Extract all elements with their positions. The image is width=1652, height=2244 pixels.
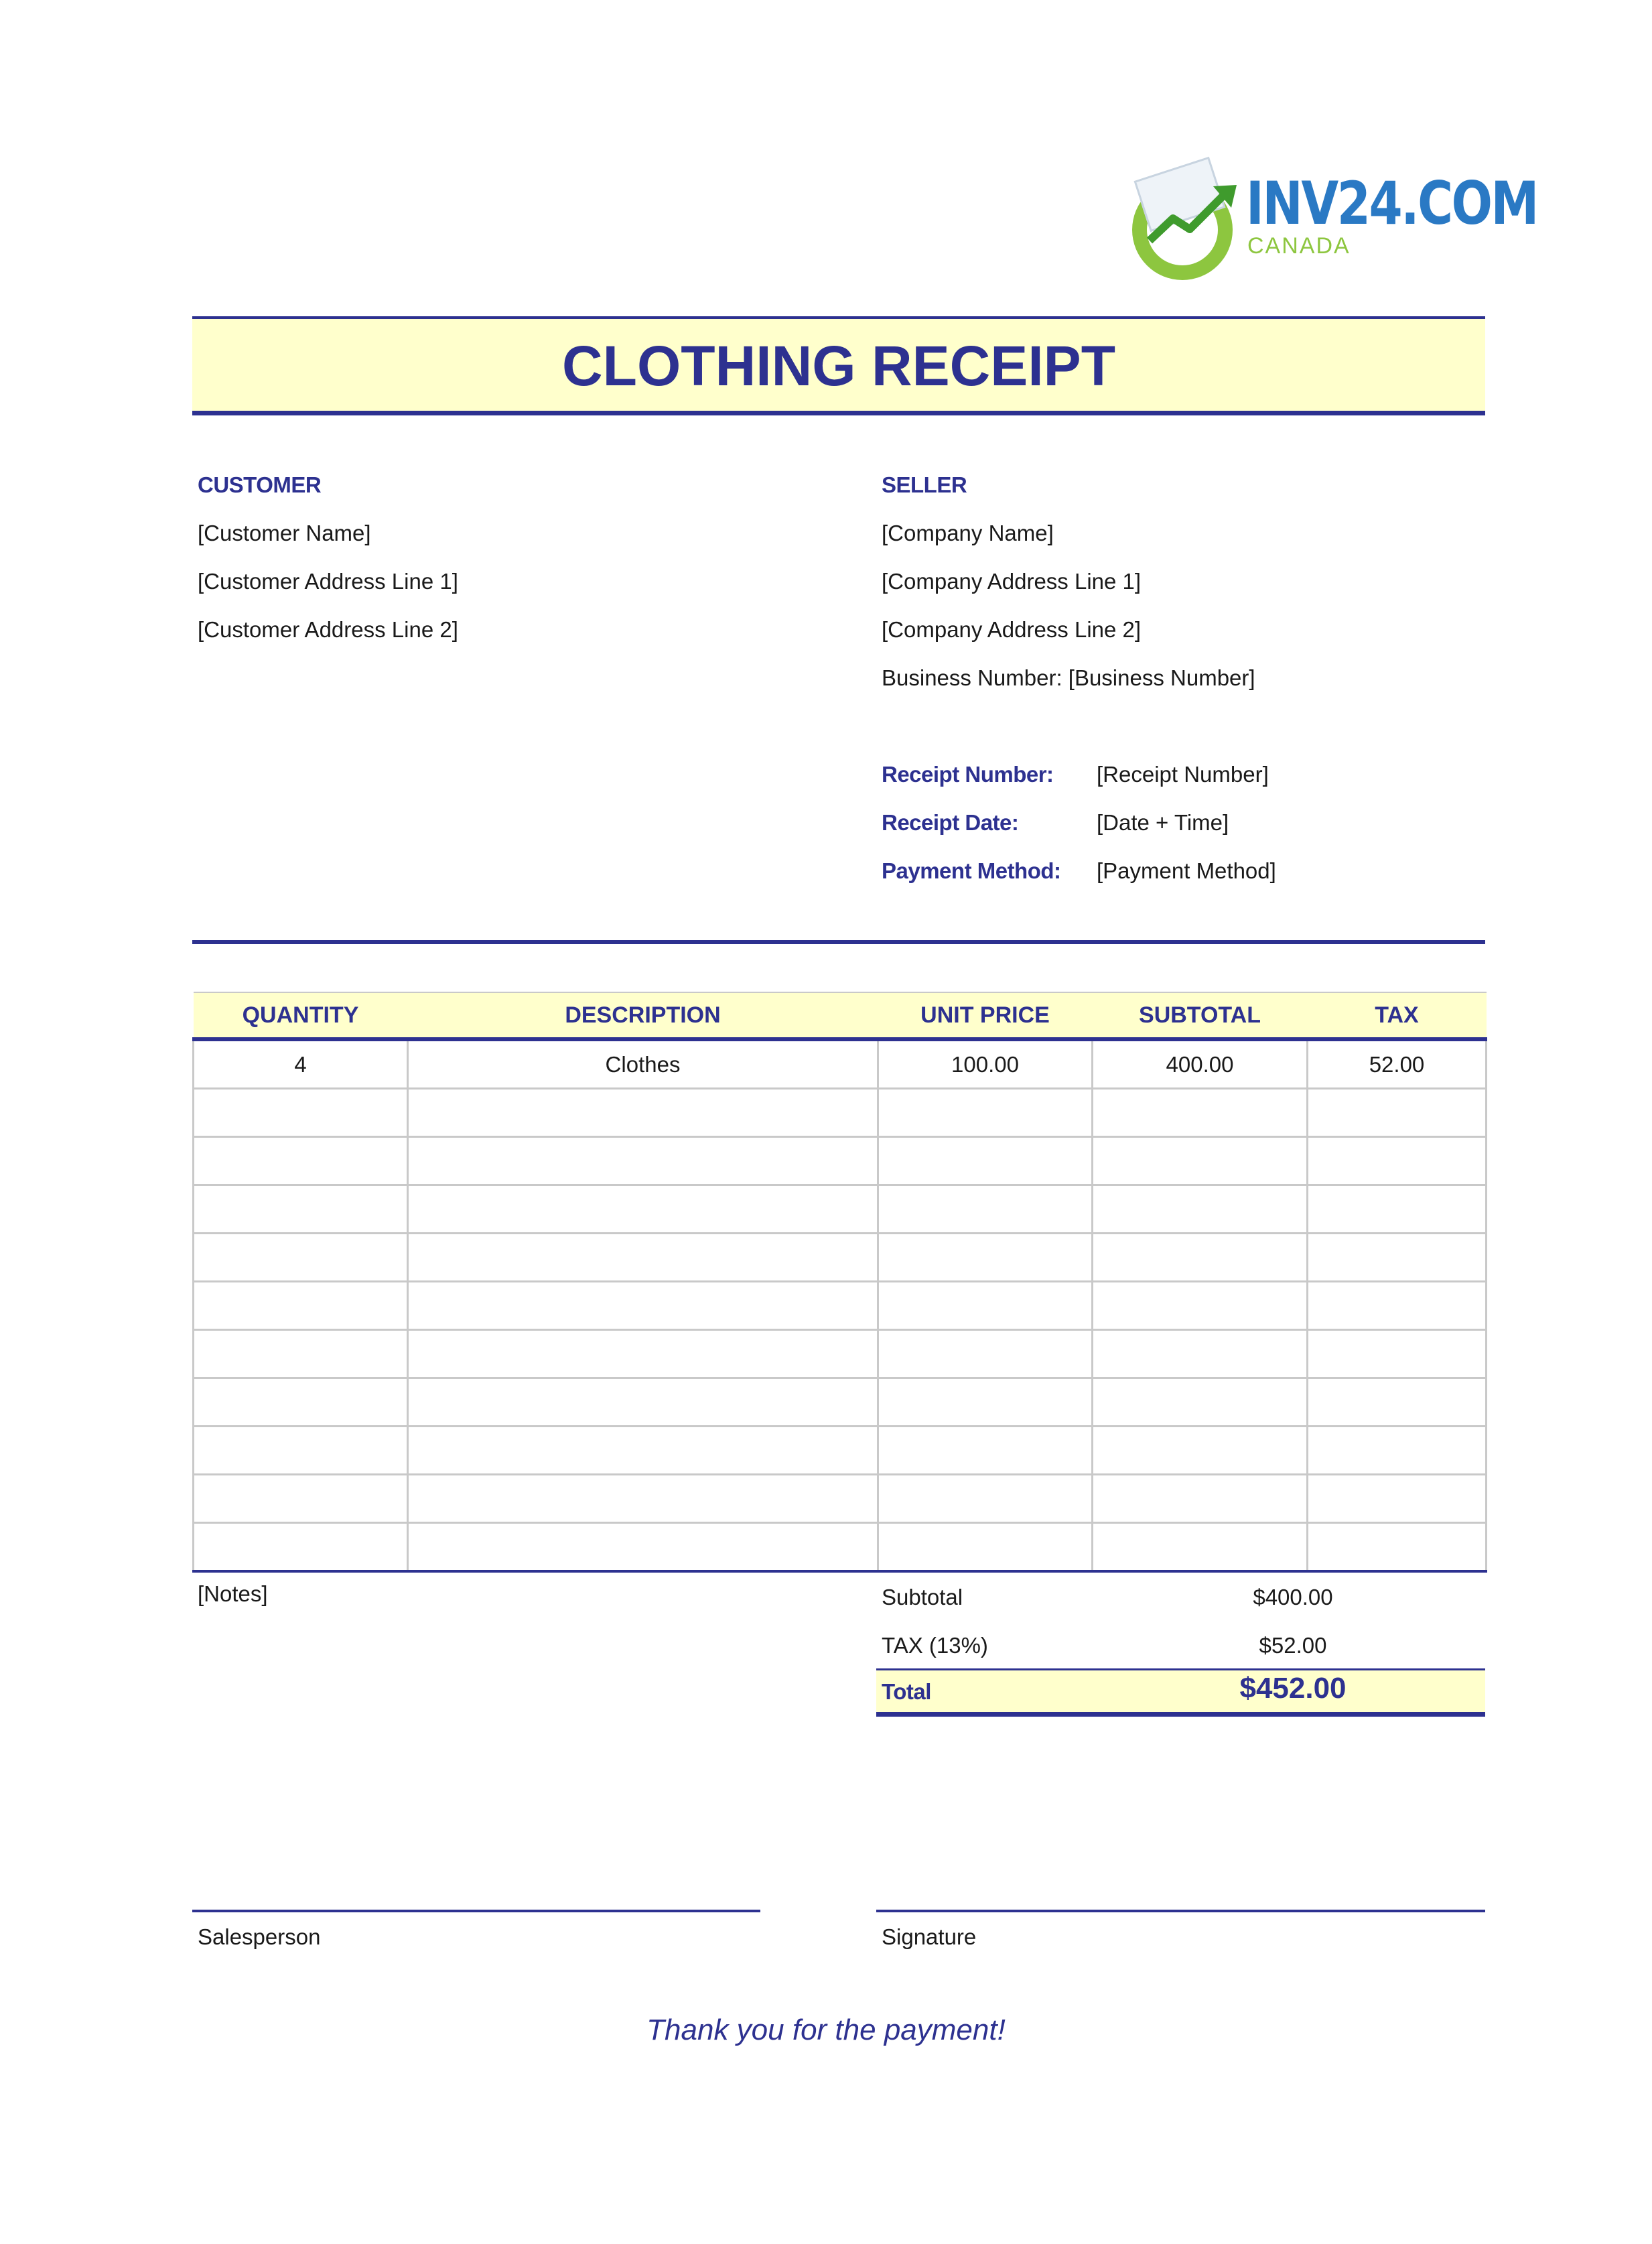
table-header-row [194,992,1487,1039]
cell-unit-price[interactable] [878,1475,1093,1523]
cell-tax[interactable]: 52.00 [1308,1039,1487,1089]
cell-description[interactable] [408,1089,878,1137]
cell-quantity[interactable] [194,1378,408,1427]
table-row [194,1378,1487,1427]
payment-method-label: Payment Method: [882,858,1061,883]
logo-name: INV24.COM [1246,169,1537,238]
total-band [876,1668,1485,1717]
cell-tax[interactable] [1308,1282,1487,1330]
cell-quantity[interactable] [194,1234,408,1282]
cell-description[interactable] [408,1330,878,1378]
column-header-unit-price: UNIT PRICE [878,992,1093,1039]
total-label: Total [882,1679,931,1704]
cell-unit-price[interactable] [878,1523,1093,1572]
page-title: CLOTHING RECEIPT [561,334,1115,397]
cell-subtotal[interactable]: 400.00 [1093,1039,1308,1089]
cell-subtotal[interactable] [1093,1330,1308,1378]
seller-company-name[interactable]: [Company Name] [882,521,1054,545]
cell-unit-price[interactable] [878,1330,1093,1378]
customer-address-line-1[interactable]: [Customer Address Line 1] [198,569,458,594]
growth-arrow-icon [1143,177,1243,251]
customer-heading: CUSTOMER [198,472,322,497]
payment-method-value[interactable]: [Payment Method] [1097,858,1276,883]
cell-description[interactable] [408,1427,878,1475]
logo-region: CANADA [1247,233,1351,259]
cell-subtotal[interactable] [1093,1378,1308,1427]
items-table [192,992,1487,1573]
cell-tax[interactable] [1308,1427,1487,1475]
title-band [192,316,1485,415]
table-row [194,1089,1487,1137]
table-row [194,1427,1487,1475]
cell-quantity[interactable] [194,1330,408,1378]
cell-tax[interactable] [1308,1523,1487,1572]
cell-tax[interactable] [1308,1185,1487,1234]
cell-quantity[interactable] [194,1137,408,1185]
table-row [194,1039,1487,1089]
cell-tax[interactable] [1308,1475,1487,1523]
tax-label: TAX (13%) [882,1633,988,1658]
cell-quantity[interactable] [194,1427,408,1475]
salesperson-label: Salesperson [198,1924,321,1949]
cell-quantity[interactable] [194,1089,408,1137]
cell-quantity[interactable] [194,1185,408,1234]
cell-subtotal[interactable] [1093,1185,1308,1234]
cell-subtotal[interactable] [1093,1137,1308,1185]
subtotal-value: $400.00 [1253,1585,1333,1609]
cell-description[interactable] [408,1282,878,1330]
tax-value: $52.00 [1259,1633,1327,1658]
customer-name[interactable]: [Customer Name] [198,521,371,545]
cell-subtotal[interactable] [1093,1282,1308,1330]
table-row [194,1234,1487,1282]
seller-address-line-2[interactable]: [Company Address Line 2] [882,617,1142,642]
customer-signature-line[interactable] [876,1910,1485,1912]
subtotal-label: Subtotal [882,1585,963,1609]
seller-business-number[interactable]: Business Number: [Business Number] [882,665,1255,690]
salesperson-signature-line[interactable] [192,1910,760,1912]
cell-unit-price[interactable] [878,1282,1093,1330]
cell-description[interactable] [408,1475,878,1523]
cell-unit-price[interactable] [878,1089,1093,1137]
seller-heading: SELLER [882,472,967,497]
cell-subtotal[interactable] [1093,1523,1308,1572]
table-row [194,1282,1487,1330]
cell-quantity[interactable]: 4 [194,1039,408,1089]
receipt-date-value[interactable]: [Date + Time] [1097,810,1229,835]
cell-description[interactable] [408,1234,878,1282]
cell-unit-price[interactable] [878,1185,1093,1234]
cell-description[interactable] [408,1137,878,1185]
cell-quantity[interactable] [194,1282,408,1330]
cell-unit-price[interactable]: 100.00 [878,1039,1093,1089]
column-header-description: DESCRIPTION [408,992,878,1039]
table-row [194,1137,1487,1185]
cell-tax[interactable] [1308,1378,1487,1427]
table-row [194,1523,1487,1572]
section-divider [192,940,1485,944]
table-row [194,1475,1487,1523]
company-logo [1132,154,1537,268]
column-header-quantity: QUANTITY [194,992,408,1039]
cell-unit-price[interactable] [878,1427,1093,1475]
cell-tax[interactable] [1308,1089,1487,1137]
cell-subtotal[interactable] [1093,1234,1308,1282]
cell-description[interactable] [408,1378,878,1427]
total-value: $452.00 [1239,1672,1347,1705]
receipt-date-label: Receipt Date: [882,810,1019,835]
cell-quantity[interactable] [194,1475,408,1523]
customer-address-line-2[interactable]: [Customer Address Line 2] [198,617,458,642]
table-row [194,1330,1487,1378]
column-header-subtotal: SUBTOTAL [1093,992,1308,1039]
cell-unit-price[interactable] [878,1378,1093,1427]
cell-subtotal[interactable] [1093,1475,1308,1523]
column-header-tax: TAX [1308,992,1487,1039]
cell-unit-price[interactable] [878,1137,1093,1185]
receipt-number-label: Receipt Number: [882,762,1054,787]
cell-quantity[interactable] [194,1523,408,1572]
cell-subtotal[interactable] [1093,1089,1308,1137]
notes-field[interactable]: [Notes] [198,1581,268,1606]
table-row [194,1185,1487,1234]
cell-description[interactable] [408,1523,878,1572]
cell-tax[interactable] [1308,1234,1487,1282]
cell-subtotal[interactable] [1093,1427,1308,1475]
receipt-number-value[interactable]: [Receipt Number] [1097,762,1269,787]
cell-tax[interactable] [1308,1330,1487,1378]
cell-unit-price[interactable] [878,1234,1093,1282]
cell-tax[interactable] [1308,1137,1487,1185]
signature-label: Signature [882,1924,977,1949]
thank-you-message: Thank you for the payment! [646,2014,1006,2046]
seller-address-line-1[interactable]: [Company Address Line 1] [882,569,1142,594]
cell-description[interactable] [408,1185,878,1234]
cell-description[interactable]: Clothes [408,1039,878,1089]
